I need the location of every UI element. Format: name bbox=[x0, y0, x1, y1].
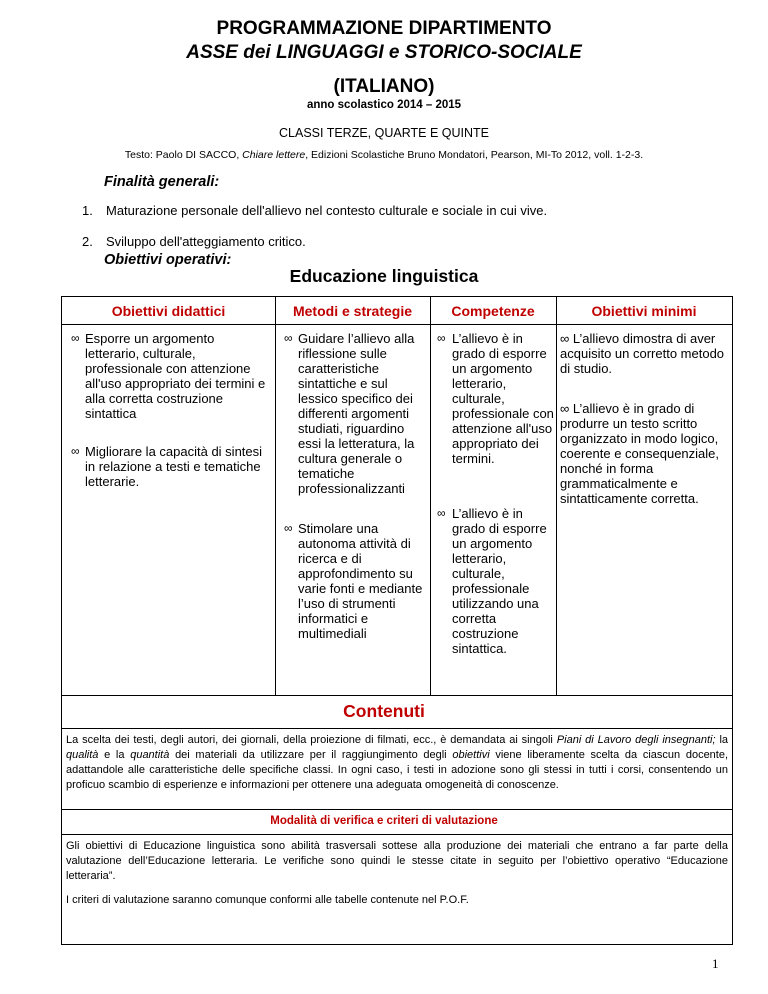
page-number: 1 bbox=[712, 956, 719, 971]
objective-text: Migliorare la capacità di sintesi in relazione a testi e tematiche letterarie. bbox=[85, 444, 263, 489]
goal-number: 1. bbox=[82, 203, 93, 218]
objective-text: Esporre un argomento letterario, culturale, professionale con attenzione all'uso appropriato dei termini e alla corretta costruzione sintattica bbox=[85, 331, 266, 421]
header-obiettivi-didattici: Obiettivi didattici bbox=[111, 303, 226, 319]
contenuti-title: Contenuti bbox=[343, 701, 425, 721]
axis-title: ASSE dei LINGUAGGI e STORICO-SOCIALE bbox=[186, 42, 582, 63]
minimum-objective-text bbox=[560, 331, 728, 376]
bullet-icon: ∞ bbox=[284, 521, 293, 535]
subject-title: (ITALIANO) bbox=[333, 76, 435, 97]
header-obiettivi-minimi: Obiettivi minimi bbox=[591, 303, 697, 319]
contenuti-text-d: dei materiali da utilizzare per il raggiungimento degli bbox=[175, 749, 447, 761]
minimum-objective-content: L’allievo è in grado di produrre un testo scritto organizzato in modo logico, coerente e consequenziale, nonché in forma grammaticalmente e sintatticamente corretta. bbox=[560, 401, 720, 506]
contenuti-paragraph bbox=[66, 733, 728, 793]
modalita-paragraph: I criteri di valutazione saranno comunque conformi alle tabelle contenute nel P.O.F. bbox=[66, 894, 469, 906]
textbook-title: Chiare lettere bbox=[242, 149, 306, 161]
list-item bbox=[284, 521, 427, 641]
list-item bbox=[560, 331, 728, 376]
contenuti-divider bbox=[61, 728, 733, 729]
obiettivi-heading: Obiettivi operativi: bbox=[104, 252, 232, 268]
competence-text: L’allievo è in grado di esporre un argomento letterario, culturale, professionale con attenzione all'uso appropriato dei termini. bbox=[452, 331, 554, 466]
contenuti-text-a: La scelta dei testi, degli autori, dei giornali, della proiezione di filmati, ecc., è demandata ai singoli bbox=[66, 734, 553, 746]
column-divider bbox=[430, 297, 431, 695]
textbook-line bbox=[0, 149, 768, 161]
goal-item bbox=[82, 203, 547, 218]
column-divider bbox=[275, 297, 276, 695]
header-metodi-strategie: Metodi e strategie bbox=[292, 303, 413, 319]
minimum-objective-text bbox=[560, 401, 728, 506]
modalita-divider bbox=[61, 834, 733, 835]
goal-number: 2. bbox=[82, 234, 93, 249]
modalita-paragraph: Gli obiettivi di Educazione linguistica sono abilità trasversali sottese alla produzione dei materiali che entrano a far parte della valutazione dell’Educazione letteraria. Le verifiche sono quindi le stesse citate in seguito per l’obiettivo operativo “Educazione letteraria”. bbox=[66, 840, 728, 882]
list-item bbox=[437, 331, 555, 466]
contenuti-text-c: e la bbox=[104, 749, 125, 761]
textbook-suffix: , Edizioni Scolastiche Bruno Mondatori, Pearson, MI-To 2012, voll. 1-2-3. bbox=[305, 149, 644, 161]
school-year: anno scolastico 2014 – 2015 bbox=[306, 99, 462, 111]
list-item bbox=[560, 401, 728, 506]
classes-line: CLASSI TERZE, QUARTE E QUINTE bbox=[279, 126, 489, 140]
minimum-objective-content: L’allievo dimostra di aver acquisito un corretto metodo di studio. bbox=[560, 331, 725, 376]
textbook-prefix: Testo: Paolo DI SACCO, bbox=[124, 149, 243, 161]
bullet-icon: ∞ bbox=[71, 331, 80, 345]
bullet-icon: ∞ bbox=[560, 401, 570, 416]
goal-text: Maturazione personale dell'allievo nel contesto culturale e sociale in cui vive. bbox=[106, 203, 548, 218]
list-item bbox=[71, 331, 269, 421]
method-text: Guidare l’allievo alla riflessione sulle caratteristiche sintattiche e sul lessico specifico dei differenti argomenti studiati, riguardino essi la letteratura, la cultura generale o tematiche professionalizzanti bbox=[298, 331, 415, 496]
header-divider bbox=[62, 324, 732, 325]
finalita-heading: Finalità generali: bbox=[104, 174, 220, 190]
bullet-icon: ∞ bbox=[437, 506, 446, 520]
bullet-icon: ∞ bbox=[560, 331, 570, 346]
modalita-title: Modalità di verifica e criteri di valutazione bbox=[270, 815, 498, 827]
list-item bbox=[71, 444, 269, 489]
bullet-icon: ∞ bbox=[71, 444, 80, 458]
column-divider bbox=[556, 297, 557, 695]
department-title: PROGRAMMAZIONE DIPARTIMENTO bbox=[216, 18, 552, 39]
bullet-icon: ∞ bbox=[284, 331, 293, 345]
list-item bbox=[284, 331, 427, 496]
bullet-icon: ∞ bbox=[437, 331, 446, 345]
list-item bbox=[437, 506, 555, 656]
objectives-table bbox=[61, 296, 733, 696]
contenuti-quality: qualità bbox=[66, 749, 99, 761]
contenuti-quantity: quantità bbox=[130, 749, 170, 761]
contenuti-text-b: la bbox=[719, 734, 729, 746]
goal-item bbox=[82, 234, 306, 249]
header-competenze: Competenze bbox=[451, 303, 535, 319]
contenuti-objectives: obiettivi bbox=[452, 749, 490, 761]
contenuti-italic: Piani di Lavoro degli insegnanti; bbox=[556, 734, 716, 746]
competence-text: L’allievo è in grado di esporre un argomento letterario, culturale, professionale utilizzando una corretta costruzione sintattica. bbox=[452, 506, 547, 656]
contenuti-text-e: viene liberamente scelta da ciascun docente, adattandole alle caratteristiche delle specifiche classi. In ogni caso, i testi in adozione sono gli stessi in tutti i corsi, consentendo un proficuo scambio di esperienze e informazioni per ottenere una adeguata omogeneità di conoscenze. bbox=[66, 749, 729, 791]
goal-text: Sviluppo dell'atteggiamento critico. bbox=[106, 234, 306, 249]
section-title: Educazione linguistica bbox=[289, 266, 479, 286]
method-text: Stimolare una autonoma attività di ricerca e di approfondimento su varie fonti e mediante l’uso di strumenti informatici e multimediali bbox=[298, 521, 423, 641]
